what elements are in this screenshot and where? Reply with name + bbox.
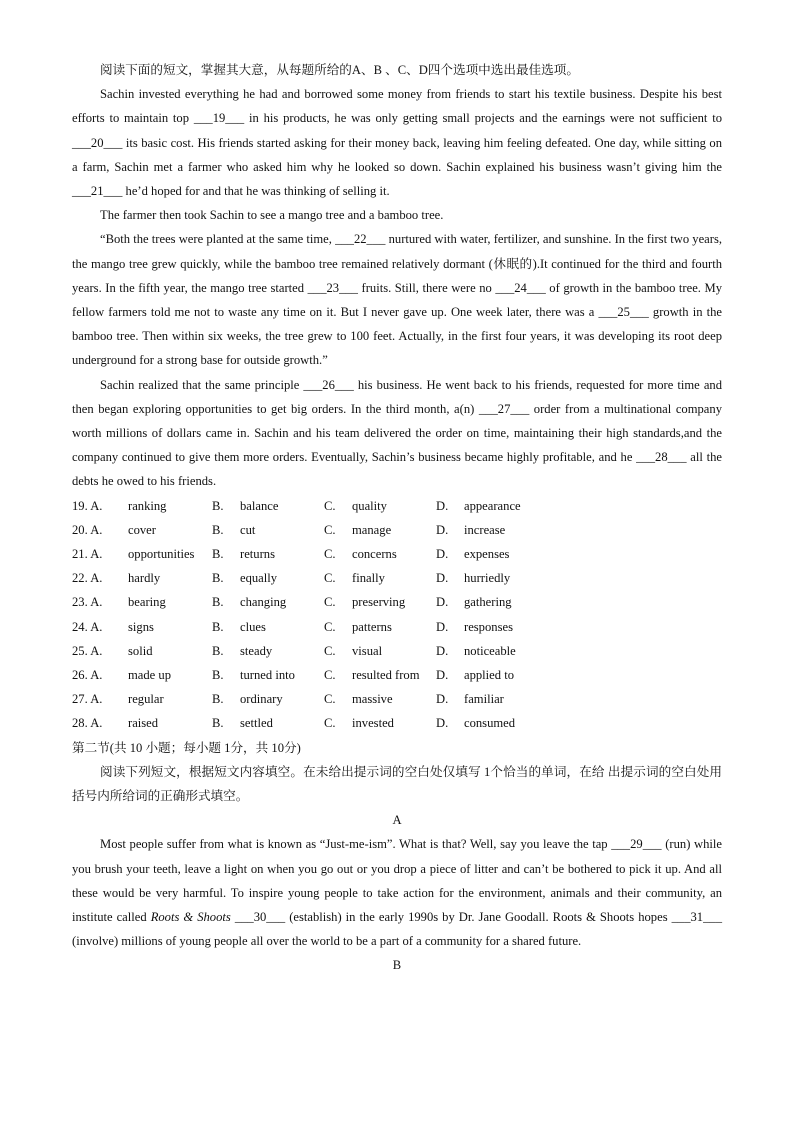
option-d: consumed <box>464 716 516 731</box>
letter-b: B. <box>212 547 224 562</box>
question-number: 24. A. <box>72 619 103 634</box>
letter-c: C. <box>324 498 336 513</box>
organization-name: Roots & Shoots <box>150 909 231 924</box>
letter-d: D. <box>436 522 449 537</box>
option-a: regular <box>128 692 164 707</box>
option-row <box>72 494 722 518</box>
option-c: invested <box>352 716 394 731</box>
options-list <box>72 494 722 736</box>
letter-d: D. <box>436 595 449 610</box>
letter-b: B. <box>212 522 224 537</box>
option-row <box>72 542 722 566</box>
option-d: expenses <box>464 547 510 562</box>
option-a: made up <box>128 667 172 682</box>
option-a: signs <box>128 619 154 634</box>
option-d: noticeable <box>464 643 516 658</box>
option-row <box>72 566 722 590</box>
option-d: responses <box>464 619 513 634</box>
option-c: visual <box>352 643 383 658</box>
option-c: finally <box>352 571 385 586</box>
letter-d: D. <box>436 619 449 634</box>
option-a: bearing <box>128 595 166 610</box>
letter-c: C. <box>324 522 336 537</box>
question-number: 28. A. <box>72 716 103 731</box>
question-number: 26. A. <box>72 667 103 682</box>
option-d: gathering <box>464 595 512 610</box>
passage-paragraph-2: The farmer then took Sachin to see a mango tree and a bamboo tree. <box>100 208 444 223</box>
question-number: 20. A. <box>72 522 103 537</box>
option-b: equally <box>240 571 278 586</box>
option-b: cut <box>240 522 256 537</box>
option-c: massive <box>352 692 393 707</box>
letter-c: C. <box>324 667 336 682</box>
option-a: ranking <box>128 498 167 513</box>
section2-instruction: 阅读下列短文，根据短文内容填空。在未给出提示词的空白处仅填写 1个恰当的单词，在给 出提示词的空白处用括号内所给词的正确形式填空。 <box>72 764 722 803</box>
option-c: preserving <box>352 595 406 610</box>
letter-d: D. <box>436 716 449 731</box>
option-b: clues <box>240 619 266 634</box>
passage-paragraph-3: “Both the trees were planted at the same time, ___22___ nurtured with water, fertilizer, and sunshine. In the first two years, the mango tree grew quickly, while the bamboo tree remained relatively dormant (休眠的).It continued for the third and fourth years. In the fifth year, the mango tree started ___23___ fruits. Still, there were no ___24___ of growth in the bamboo tree. My fellow farmers told me not to waste any time on it. But I never gave up. One week later, there was a ___25___ growth in the bamboo tree. Then within six weeks, the tree grew to 100 feet. Actually, in the first four years, it was developing its root deep underground for a strong base for outside growth.” <box>72 232 722 368</box>
option-row <box>72 711 722 735</box>
option-row <box>72 639 722 663</box>
letter-b: B. <box>212 619 224 634</box>
passage-paragraph-1: Sachin invested everything he had and borrowed some money from friends to start his textile business. Despite his best efforts to maintain top ___19___ in his products, he was only getting small projects and the earnings were not sufficient to ___20___ its basic cost. His friends started asking for their money back, leaving him feeling defeated. One day, while sitting on a farm, Sachin met a farmer who asked him why he looked so down. Sachin explained his business wasn’t giving him the ___21___ he’d hoped for and that he was thinking of selling it. <box>72 87 722 199</box>
option-a: raised <box>128 716 159 731</box>
option-b: returns <box>240 547 275 562</box>
letter-c: C. <box>324 643 336 658</box>
letter-c: C. <box>324 692 336 707</box>
letter-b: B. <box>212 498 224 513</box>
option-a: solid <box>128 643 153 658</box>
section2-heading: 第二节(共 10 小题；每小题 1分，共 10分) <box>72 740 301 755</box>
letter-c: C. <box>324 547 336 562</box>
option-c: resulted from <box>352 667 420 682</box>
option-b: ordinary <box>240 692 283 707</box>
letter-c: C. <box>324 716 336 731</box>
option-d: applied to <box>464 667 515 682</box>
passage-paragraph-4: Sachin realized that the same principle ___26___ his business. He went back to his friends, requested for more time and then began exploring opportunities to get big orders. In the third month, a(n) ___27___ order from a multinational company worth millions of dollars came in. Sachin and his team delivered the order on time, maintaining their high standards,and the company continued to give them more orders. Eventually, Sachin’s business became highly profitable, and he ___28___ all the debts he owed to his friends. <box>72 377 722 489</box>
letter-c: C. <box>324 571 336 586</box>
option-d: familiar <box>464 692 504 707</box>
option-a: hardly <box>128 571 161 586</box>
letter-c: C. <box>324 619 336 634</box>
option-a: opportunities <box>128 547 195 562</box>
option-d: hurriedly <box>464 571 511 586</box>
option-row <box>72 590 722 614</box>
question-number: 27. A. <box>72 692 103 707</box>
letter-b: B. <box>212 571 224 586</box>
passage-a-label: A <box>392 813 402 828</box>
letter-d: D. <box>436 571 449 586</box>
letter-b: B. <box>212 667 224 682</box>
option-c: quality <box>352 498 387 513</box>
letter-d: D. <box>436 667 449 682</box>
question-number: 19. A. <box>72 498 103 513</box>
option-b: settled <box>240 716 273 731</box>
passage-a-text <box>72 832 722 953</box>
question-number: 21. A. <box>72 547 103 562</box>
letter-b: B. <box>212 692 224 707</box>
option-c: patterns <box>352 619 392 634</box>
option-d: appearance <box>464 498 521 513</box>
letter-d: D. <box>436 498 449 513</box>
letter-b: B. <box>212 716 224 731</box>
passage-a-text-part2: ___30___ (establish) in the early 1990s by Dr. Jane Goodall. Roots & Shoots hopes ___31___ (involve) millions of young people all over the world to be a part of a community for a shared future. <box>72 909 722 949</box>
option-a: cover <box>128 522 156 537</box>
passage-b-label: B <box>392 958 402 973</box>
letter-d: D. <box>436 547 449 562</box>
option-row <box>72 663 722 687</box>
option-row <box>72 687 722 711</box>
option-row <box>72 518 722 542</box>
option-b: turned into <box>240 667 295 682</box>
question-number: 23. A. <box>72 595 103 610</box>
option-c: concerns <box>352 547 397 562</box>
option-d: increase <box>464 522 506 537</box>
letter-d: D. <box>436 643 449 658</box>
passage-a-text-part1: Most people suffer from what is known as “Just-me-ism”. What is that? Well, say you leave the tap ___29___ (run) while you brush your teeth, leave a light on when you go out or you drop a piece of litter and can’t be bothered to pick it up. And all these would be very harmful. To inspire young people to take action for the environment, animals and their community, an institute called <box>72 837 722 924</box>
option-row <box>72 615 722 639</box>
option-c: manage <box>352 522 392 537</box>
option-b: balance <box>240 498 279 513</box>
letter-d: D. <box>436 692 449 707</box>
letter-c: C. <box>324 595 336 610</box>
letter-b: B. <box>212 643 224 658</box>
question-number: 25. A. <box>72 643 103 658</box>
option-b: steady <box>240 643 273 658</box>
question-number: 22. A. <box>72 571 103 586</box>
option-b: changing <box>240 595 287 610</box>
section1-instruction: 阅读下面的短文，掌握其大意，从每题所给的A、B 、C、D四个选项中选出最佳选项。 <box>100 63 579 77</box>
exam-page <box>72 58 722 978</box>
letter-b: B. <box>212 595 224 610</box>
